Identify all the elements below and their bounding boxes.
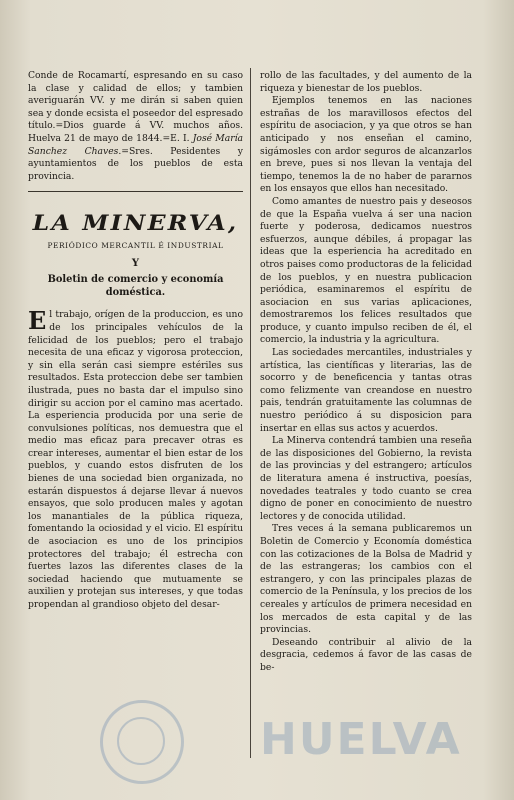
right-paragraph-7: Deseando contribuir al alivio de la desgracia, cedemos á favor de las casas de be- [260,636,472,673]
right-paragraph-4: Las sociedades mercantiles, industriales y artística, las científicas y literarias, las de socorro y de beneficencia y tantas otras como felizmente van creandose en nuestro pais, tendrán gratuitamente las columnas de nuestro periódico á su disposicion para insertar en ellas sus actos y acuerdos. [260,347,472,434]
right-paragraph-3: Como amantes de nuestro pais y deseosos de que la España vuelva á ser una nacion fuerte y poderosa, dedicamos nuestros esfuerzos, aunque débiles, á propagar las ideas que la esperiencia ha acreditado en otros paises como productoras de la felicidad de los pueblos, y en nuestra publicacion periódica, esaminaremos el espíritu de asociacion en sus varias aplicaciones, demostraremos los felices resultados que produce, y cuanto impulso reciben de él, el comercio, la industria y la agricultura. [260,195,472,346]
masthead-conjunction: Y [131,258,140,270]
archive-watermark [100,700,510,780]
signature-name: José María Sanchez Chaves [28,132,244,157]
article-text: l trabajo, orígen de la produccion, es uno de los principales vehículos de la felicidad de los pueblos; pero el trabajo necesita de una eficaz y vigorosa proteccion, y sin ella serán casi siempre estériles sus resultados. Esta proteccion debe ser tambien ilustrada, pues no basta dar el impulso sino dirigir su accion por el camino mas acertado. La esperiencia producida por una serie de convulsiones políticas, nos demuestra que el medio mas eficaz para precaver otras es crear intereses, aumentar el bien estar de los pueblos, y cuando estos disfruten de los bienes de una sociedad bien organizada, no estarán dispuestos á dejarse llevar á nuevos ensayos, que solo producen males y agotan los manantiales de la pública riqueza, fomentando la ociosidad y el vicio. El espíritu de asociacion es uno de los principios protectores del trabajo; él estrecha con fuertes lazos las diferentes clases de la sociedad haciendo que mutuamente se auxilien y protejan sus intereses, y que todas propendan al grandioso objeto del desar- [28,309,243,610]
column-divider [250,68,251,758]
right-paragraph-5: La Minerva contendrá tambien una reseña de las disposiciones del Gobierno, la revista de las provincias y del estrangero; artículos de literatura amena é instructiva, poesías, novedades teatrales y todo cuanto se crea digno de poner en conocimiento de nuestro lectores y de conocida utilidad. [260,435,472,522]
intro-text: Conde de Rocamartí, espresando en su caso la clase y calidad de ellos; y tambien averiguarán VV. y me dirán si saben quien sea y donde ecsista el poseedor del espresado título.=Dios guarde á VV. muchos años. Huelva 21 de mayo de 1844.=E. I. [28,70,243,144]
right-paragraph-6: Tres veces á la semana publicaremos un Boletin de Comercio y Economía doméstica con las cotizaciones de la Bolsa de Madrid y de las estrangeras; los cambios con el estrangero, y con las principales plazas de comercio de la Península, y los precios de los cereales y artículos de primera necesidad en los mercados de esta capital y de las provincias. [260,523,472,636]
seal-icon [100,700,184,784]
masthead-title: LA MINERVA, [32,210,239,236]
right-paragraph-1: rollo de las facultades, y del aumento de la riqueza y bienestar de los pueblos. [260,70,472,94]
right-column [260,70,472,675]
dropcap-letter: E [28,306,47,336]
left-column [28,70,243,612]
intro-paragraph [28,70,243,183]
article-paragraph [28,306,243,611]
section-rule [28,191,243,192]
boletin-heading: Boletin de comercio y economía doméstica. [47,274,224,299]
right-paragraph-2: Ejemplos tenemos en las naciones estrañas de los maravillosos efectos del espíritu de asociacion, y ya que otros se han anticipado y nos enseñan el camino, sigámosles con ardor seguros de alcanzarlos en breve, pues si nos llevan la ventaja del tiempo, tenemos la de no haber de pararnos en los ensayos que ellos han necesitado. [260,95,472,195]
watermark-text: HUELVA [260,714,462,765]
masthead-subtitle: PERIÓDICO MERCANTIL É INDUSTRIAL [47,241,224,251]
closing-text: .=Sres. Pesidentes y ayuntamientos de los pueblos de esta provincia. [28,145,243,182]
